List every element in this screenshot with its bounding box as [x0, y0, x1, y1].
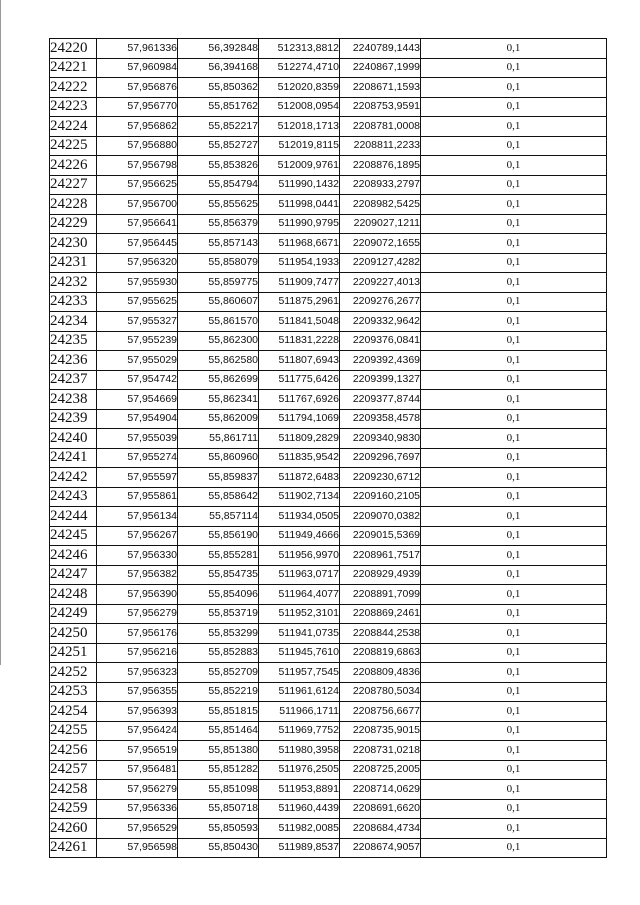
table-row — [50, 526, 607, 546]
point-id-cell: 24234 — [50, 312, 97, 332]
x-coordinate-cell: 511961,6124 — [259, 682, 340, 702]
longitude-cell: 56,392848 — [178, 39, 259, 59]
x-coordinate-cell: 511953,8891 — [259, 780, 340, 800]
accuracy-cell: 0,1 — [421, 682, 607, 702]
x-coordinate-cell: 511775,6426 — [259, 370, 340, 390]
table-row — [50, 97, 607, 117]
longitude-cell: 55,856190 — [178, 526, 259, 546]
table-row — [50, 448, 607, 468]
latitude-cell: 57,954904 — [97, 409, 178, 429]
x-coordinate-cell: 511954,1933 — [259, 253, 340, 273]
y-coordinate-cell: 2208869,2461 — [340, 604, 421, 624]
y-coordinate-cell: 2208819,6863 — [340, 643, 421, 663]
latitude-cell: 57,955039 — [97, 429, 178, 449]
latitude-cell: 57,955930 — [97, 273, 178, 293]
x-coordinate-cell: 511957,7545 — [259, 663, 340, 683]
point-id-cell: 24220 — [50, 39, 97, 59]
longitude-cell: 55,853719 — [178, 604, 259, 624]
table-row — [50, 468, 607, 488]
latitude-cell: 57,955327 — [97, 312, 178, 332]
accuracy-cell: 0,1 — [421, 175, 607, 195]
accuracy-cell: 0,1 — [421, 409, 607, 429]
x-coordinate-cell: 511831,2228 — [259, 331, 340, 351]
latitude-cell: 57,956519 — [97, 741, 178, 761]
y-coordinate-cell: 2209027,1211 — [340, 214, 421, 234]
accuracy-cell: 0,1 — [421, 585, 607, 605]
x-coordinate-cell: 512020,8359 — [259, 78, 340, 98]
y-coordinate-cell: 2208781,0008 — [340, 117, 421, 137]
point-id-cell: 24251 — [50, 643, 97, 663]
x-coordinate-cell: 511934,0505 — [259, 507, 340, 527]
point-id-cell: 24233 — [50, 292, 97, 312]
accuracy-cell: 0,1 — [421, 429, 607, 449]
accuracy-cell: 0,1 — [421, 507, 607, 527]
longitude-cell: 55,851380 — [178, 741, 259, 761]
point-id-cell: 24243 — [50, 487, 97, 507]
y-coordinate-cell: 2208809,4836 — [340, 663, 421, 683]
accuracy-cell: 0,1 — [421, 468, 607, 488]
latitude-cell: 57,956700 — [97, 195, 178, 215]
y-coordinate-cell: 2240789,1443 — [340, 39, 421, 59]
accuracy-cell: 0,1 — [421, 604, 607, 624]
point-id-cell: 24248 — [50, 585, 97, 605]
point-id-cell: 24239 — [50, 409, 97, 429]
longitude-cell: 55,859775 — [178, 273, 259, 293]
latitude-cell: 57,955029 — [97, 351, 178, 371]
latitude-cell: 57,954669 — [97, 390, 178, 410]
y-coordinate-cell: 2209227,4013 — [340, 273, 421, 293]
table-row — [50, 214, 607, 234]
latitude-cell: 57,956880 — [97, 136, 178, 156]
longitude-cell: 55,861570 — [178, 312, 259, 332]
y-coordinate-cell: 2209377,8744 — [340, 390, 421, 410]
table-row — [50, 663, 607, 683]
y-coordinate-cell: 2208891,7099 — [340, 585, 421, 605]
y-coordinate-cell: 2209376,0841 — [340, 331, 421, 351]
table-row — [50, 546, 607, 566]
y-coordinate-cell: 2208982,5425 — [340, 195, 421, 215]
y-coordinate-cell: 2208735,9015 — [340, 721, 421, 741]
latitude-cell: 57,956336 — [97, 799, 178, 819]
point-id-cell: 24247 — [50, 565, 97, 585]
y-coordinate-cell: 2209230,6712 — [340, 468, 421, 488]
longitude-cell: 55,857114 — [178, 507, 259, 527]
table-row — [50, 409, 607, 429]
point-id-cell: 24250 — [50, 624, 97, 644]
table-row — [50, 682, 607, 702]
table-row — [50, 175, 607, 195]
longitude-cell: 55,852883 — [178, 643, 259, 663]
point-id-cell: 24255 — [50, 721, 97, 741]
x-coordinate-cell: 512019,8115 — [259, 136, 340, 156]
x-coordinate-cell: 511966,1711 — [259, 702, 340, 722]
accuracy-cell: 0,1 — [421, 487, 607, 507]
longitude-cell: 55,852219 — [178, 682, 259, 702]
accuracy-cell: 0,1 — [421, 643, 607, 663]
latitude-cell: 57,956323 — [97, 663, 178, 683]
latitude-cell: 57,955861 — [97, 487, 178, 507]
latitude-cell: 57,956862 — [97, 117, 178, 137]
longitude-cell: 55,861711 — [178, 429, 259, 449]
latitude-cell: 57,956445 — [97, 234, 178, 254]
longitude-cell: 55,853826 — [178, 156, 259, 176]
point-id-cell: 24237 — [50, 370, 97, 390]
accuracy-cell: 0,1 — [421, 702, 607, 722]
accuracy-cell: 0,1 — [421, 292, 607, 312]
point-id-cell: 24227 — [50, 175, 97, 195]
y-coordinate-cell: 2209399,1327 — [340, 370, 421, 390]
latitude-cell: 57,960984 — [97, 58, 178, 78]
x-coordinate-cell: 511875,2961 — [259, 292, 340, 312]
table-row — [50, 312, 607, 332]
x-coordinate-cell: 511794,1069 — [259, 409, 340, 429]
longitude-cell: 55,850593 — [178, 819, 259, 839]
point-id-cell: 24222 — [50, 78, 97, 98]
y-coordinate-cell: 2208844,2538 — [340, 624, 421, 644]
table-row — [50, 351, 607, 371]
longitude-cell: 55,852217 — [178, 117, 259, 137]
longitude-cell: 55,858079 — [178, 253, 259, 273]
latitude-cell: 57,956598 — [97, 838, 178, 858]
point-id-cell: 24232 — [50, 273, 97, 293]
latitude-cell: 57,956625 — [97, 175, 178, 195]
longitude-cell: 55,852709 — [178, 663, 259, 683]
accuracy-cell: 0,1 — [421, 565, 607, 585]
accuracy-cell: 0,1 — [421, 799, 607, 819]
table-row — [50, 702, 607, 722]
point-id-cell: 24244 — [50, 507, 97, 527]
x-coordinate-cell: 511902,7134 — [259, 487, 340, 507]
y-coordinate-cell: 2208876,1895 — [340, 156, 421, 176]
table-row — [50, 760, 607, 780]
x-coordinate-cell: 511982,0085 — [259, 819, 340, 839]
latitude-cell: 57,955239 — [97, 331, 178, 351]
x-coordinate-cell: 511835,9542 — [259, 448, 340, 468]
longitude-cell: 55,850430 — [178, 838, 259, 858]
point-id-cell: 24260 — [50, 819, 97, 839]
longitude-cell: 55,850718 — [178, 799, 259, 819]
point-id-cell: 24235 — [50, 331, 97, 351]
x-coordinate-cell: 511964,4077 — [259, 585, 340, 605]
x-coordinate-cell: 511807,6943 — [259, 351, 340, 371]
table-row — [50, 741, 607, 761]
x-coordinate-cell: 511952,3101 — [259, 604, 340, 624]
accuracy-cell: 0,1 — [421, 97, 607, 117]
longitude-cell: 55,862009 — [178, 409, 259, 429]
table-row — [50, 58, 607, 78]
table-row — [50, 78, 607, 98]
y-coordinate-cell: 2209276,2677 — [340, 292, 421, 312]
latitude-cell: 57,955597 — [97, 468, 178, 488]
longitude-cell: 55,853299 — [178, 624, 259, 644]
x-coordinate-cell: 511945,7610 — [259, 643, 340, 663]
point-id-cell: 24238 — [50, 390, 97, 410]
point-id-cell: 24252 — [50, 663, 97, 683]
accuracy-cell: 0,1 — [421, 331, 607, 351]
y-coordinate-cell: 2208933,2797 — [340, 175, 421, 195]
y-coordinate-cell: 2209296,7697 — [340, 448, 421, 468]
x-coordinate-cell: 511976,2505 — [259, 760, 340, 780]
longitude-cell: 55,862699 — [178, 370, 259, 390]
x-coordinate-cell: 511872,6483 — [259, 468, 340, 488]
table-row — [50, 195, 607, 215]
longitude-cell: 55,852727 — [178, 136, 259, 156]
longitude-cell: 55,855281 — [178, 546, 259, 566]
coordinates-table — [49, 38, 607, 858]
longitude-cell: 55,858642 — [178, 487, 259, 507]
y-coordinate-cell: 2208691,6620 — [340, 799, 421, 819]
table-row — [50, 721, 607, 741]
accuracy-cell: 0,1 — [421, 58, 607, 78]
y-coordinate-cell: 2209160,2105 — [340, 487, 421, 507]
y-coordinate-cell: 2208671,1593 — [340, 78, 421, 98]
y-coordinate-cell: 2208929,4939 — [340, 565, 421, 585]
table-row — [50, 117, 607, 137]
x-coordinate-cell: 512274,4710 — [259, 58, 340, 78]
latitude-cell: 57,956134 — [97, 507, 178, 527]
accuracy-cell: 0,1 — [421, 721, 607, 741]
point-id-cell: 24253 — [50, 682, 97, 702]
longitude-cell: 55,851282 — [178, 760, 259, 780]
table-row — [50, 838, 607, 858]
x-coordinate-cell: 511998,0441 — [259, 195, 340, 215]
coordinates-table-body — [50, 39, 607, 858]
y-coordinate-cell: 2208684,4734 — [340, 819, 421, 839]
latitude-cell: 57,956798 — [97, 156, 178, 176]
table-row — [50, 39, 607, 59]
point-id-cell: 24254 — [50, 702, 97, 722]
point-id-cell: 24249 — [50, 604, 97, 624]
y-coordinate-cell: 2209358,4578 — [340, 409, 421, 429]
latitude-cell: 57,956320 — [97, 253, 178, 273]
latitude-cell: 57,956176 — [97, 624, 178, 644]
longitude-cell: 55,857143 — [178, 234, 259, 254]
longitude-cell: 55,862341 — [178, 390, 259, 410]
x-coordinate-cell: 511909,7477 — [259, 273, 340, 293]
table-row — [50, 585, 607, 605]
latitude-cell: 57,956279 — [97, 604, 178, 624]
longitude-cell: 55,851464 — [178, 721, 259, 741]
accuracy-cell: 0,1 — [421, 312, 607, 332]
accuracy-cell: 0,1 — [421, 838, 607, 858]
accuracy-cell: 0,1 — [421, 741, 607, 761]
accuracy-cell: 0,1 — [421, 448, 607, 468]
table-row — [50, 370, 607, 390]
accuracy-cell: 0,1 — [421, 253, 607, 273]
longitude-cell: 55,855625 — [178, 195, 259, 215]
accuracy-cell: 0,1 — [421, 117, 607, 137]
point-id-cell: 24221 — [50, 58, 97, 78]
accuracy-cell: 0,1 — [421, 156, 607, 176]
y-coordinate-cell: 2208753,9591 — [340, 97, 421, 117]
y-coordinate-cell: 2209072,1655 — [340, 234, 421, 254]
longitude-cell: 56,394168 — [178, 58, 259, 78]
latitude-cell: 57,956355 — [97, 682, 178, 702]
point-id-cell: 24231 — [50, 253, 97, 273]
x-coordinate-cell: 511989,8537 — [259, 838, 340, 858]
point-id-cell: 24256 — [50, 741, 97, 761]
x-coordinate-cell: 511969,7752 — [259, 721, 340, 741]
point-id-cell: 24230 — [50, 234, 97, 254]
x-coordinate-cell: 511963,0717 — [259, 565, 340, 585]
longitude-cell: 55,862580 — [178, 351, 259, 371]
accuracy-cell: 0,1 — [421, 546, 607, 566]
latitude-cell: 57,956393 — [97, 702, 178, 722]
longitude-cell: 55,862300 — [178, 331, 259, 351]
x-coordinate-cell: 512009,9761 — [259, 156, 340, 176]
y-coordinate-cell: 2208714,0629 — [340, 780, 421, 800]
longitude-cell: 55,859837 — [178, 468, 259, 488]
accuracy-cell: 0,1 — [421, 214, 607, 234]
table-row — [50, 799, 607, 819]
x-coordinate-cell: 511767,6926 — [259, 390, 340, 410]
point-id-cell: 24236 — [50, 351, 97, 371]
table-row — [50, 273, 607, 293]
latitude-cell: 57,954742 — [97, 370, 178, 390]
longitude-cell: 55,860960 — [178, 448, 259, 468]
x-coordinate-cell: 511841,5048 — [259, 312, 340, 332]
point-id-cell: 24228 — [50, 195, 97, 215]
longitude-cell: 55,854735 — [178, 565, 259, 585]
latitude-cell: 57,956770 — [97, 97, 178, 117]
table-row — [50, 487, 607, 507]
latitude-cell: 57,956876 — [97, 78, 178, 98]
latitude-cell: 57,956267 — [97, 526, 178, 546]
accuracy-cell: 0,1 — [421, 526, 607, 546]
table-row — [50, 292, 607, 312]
accuracy-cell: 0,1 — [421, 39, 607, 59]
accuracy-cell: 0,1 — [421, 390, 607, 410]
y-coordinate-cell: 2208961,7517 — [340, 546, 421, 566]
latitude-cell: 57,956481 — [97, 760, 178, 780]
latitude-cell: 57,956382 — [97, 565, 178, 585]
accuracy-cell: 0,1 — [421, 136, 607, 156]
accuracy-cell: 0,1 — [421, 760, 607, 780]
accuracy-cell: 0,1 — [421, 370, 607, 390]
latitude-cell: 57,956641 — [97, 214, 178, 234]
x-coordinate-cell: 511990,1432 — [259, 175, 340, 195]
accuracy-cell: 0,1 — [421, 351, 607, 371]
longitude-cell: 55,860607 — [178, 292, 259, 312]
x-coordinate-cell: 512313,8812 — [259, 39, 340, 59]
y-coordinate-cell: 2208674,9057 — [340, 838, 421, 858]
y-coordinate-cell: 2208725,2005 — [340, 760, 421, 780]
x-coordinate-cell: 511956,9970 — [259, 546, 340, 566]
accuracy-cell: 0,1 — [421, 273, 607, 293]
table-row — [50, 390, 607, 410]
y-coordinate-cell: 2209127,4282 — [340, 253, 421, 273]
point-id-cell: 24225 — [50, 136, 97, 156]
point-id-cell: 24245 — [50, 526, 97, 546]
table-row — [50, 780, 607, 800]
x-coordinate-cell: 512008,0954 — [259, 97, 340, 117]
point-id-cell: 24223 — [50, 97, 97, 117]
x-coordinate-cell: 511980,3958 — [259, 741, 340, 761]
table-row — [50, 156, 607, 176]
table-row — [50, 565, 607, 585]
accuracy-cell: 0,1 — [421, 819, 607, 839]
table-row — [50, 507, 607, 527]
latitude-cell: 57,955274 — [97, 448, 178, 468]
y-coordinate-cell: 2209015,5369 — [340, 526, 421, 546]
longitude-cell: 55,854794 — [178, 175, 259, 195]
point-id-cell: 24246 — [50, 546, 97, 566]
point-id-cell: 24259 — [50, 799, 97, 819]
x-coordinate-cell: 511968,6671 — [259, 234, 340, 254]
x-coordinate-cell: 511960,4439 — [259, 799, 340, 819]
y-coordinate-cell: 2240867,1999 — [340, 58, 421, 78]
y-coordinate-cell: 2208780,5034 — [340, 682, 421, 702]
y-coordinate-cell: 2208811,2233 — [340, 136, 421, 156]
y-coordinate-cell: 2209332,9642 — [340, 312, 421, 332]
table-row — [50, 253, 607, 273]
x-coordinate-cell: 512018,1713 — [259, 117, 340, 137]
latitude-cell: 57,955625 — [97, 292, 178, 312]
scan-edge-line — [0, 0, 1, 665]
point-id-cell: 24258 — [50, 780, 97, 800]
x-coordinate-cell: 511949,4666 — [259, 526, 340, 546]
point-id-cell: 24240 — [50, 429, 97, 449]
accuracy-cell: 0,1 — [421, 195, 607, 215]
table-row — [50, 429, 607, 449]
y-coordinate-cell: 2209070,0382 — [340, 507, 421, 527]
y-coordinate-cell: 2208756,6677 — [340, 702, 421, 722]
latitude-cell: 57,956216 — [97, 643, 178, 663]
latitude-cell: 57,956330 — [97, 546, 178, 566]
table-row — [50, 136, 607, 156]
y-coordinate-cell: 2209340,9830 — [340, 429, 421, 449]
latitude-cell: 57,956279 — [97, 780, 178, 800]
accuracy-cell: 0,1 — [421, 78, 607, 98]
x-coordinate-cell: 511990,9795 — [259, 214, 340, 234]
longitude-cell: 55,850362 — [178, 78, 259, 98]
accuracy-cell: 0,1 — [421, 234, 607, 254]
latitude-cell: 57,956424 — [97, 721, 178, 741]
longitude-cell: 55,851762 — [178, 97, 259, 117]
accuracy-cell: 0,1 — [421, 624, 607, 644]
longitude-cell: 55,854096 — [178, 585, 259, 605]
table-row — [50, 604, 607, 624]
point-id-cell: 24257 — [50, 760, 97, 780]
point-id-cell: 24229 — [50, 214, 97, 234]
accuracy-cell: 0,1 — [421, 663, 607, 683]
latitude-cell: 57,956529 — [97, 819, 178, 839]
y-coordinate-cell: 2209392,4369 — [340, 351, 421, 371]
accuracy-cell: 0,1 — [421, 780, 607, 800]
table-row — [50, 331, 607, 351]
x-coordinate-cell: 511941,0735 — [259, 624, 340, 644]
point-id-cell: 24241 — [50, 448, 97, 468]
table-row — [50, 624, 607, 644]
point-id-cell: 24261 — [50, 838, 97, 858]
point-id-cell: 24226 — [50, 156, 97, 176]
point-id-cell: 24242 — [50, 468, 97, 488]
longitude-cell: 55,851815 — [178, 702, 259, 722]
x-coordinate-cell: 511809,2829 — [259, 429, 340, 449]
longitude-cell: 55,856379 — [178, 214, 259, 234]
table-row — [50, 643, 607, 663]
longitude-cell: 55,851098 — [178, 780, 259, 800]
table-row — [50, 819, 607, 839]
table-row — [50, 234, 607, 254]
latitude-cell: 57,961336 — [97, 39, 178, 59]
y-coordinate-cell: 2208731,0218 — [340, 741, 421, 761]
point-id-cell: 24224 — [50, 117, 97, 137]
latitude-cell: 57,956390 — [97, 585, 178, 605]
